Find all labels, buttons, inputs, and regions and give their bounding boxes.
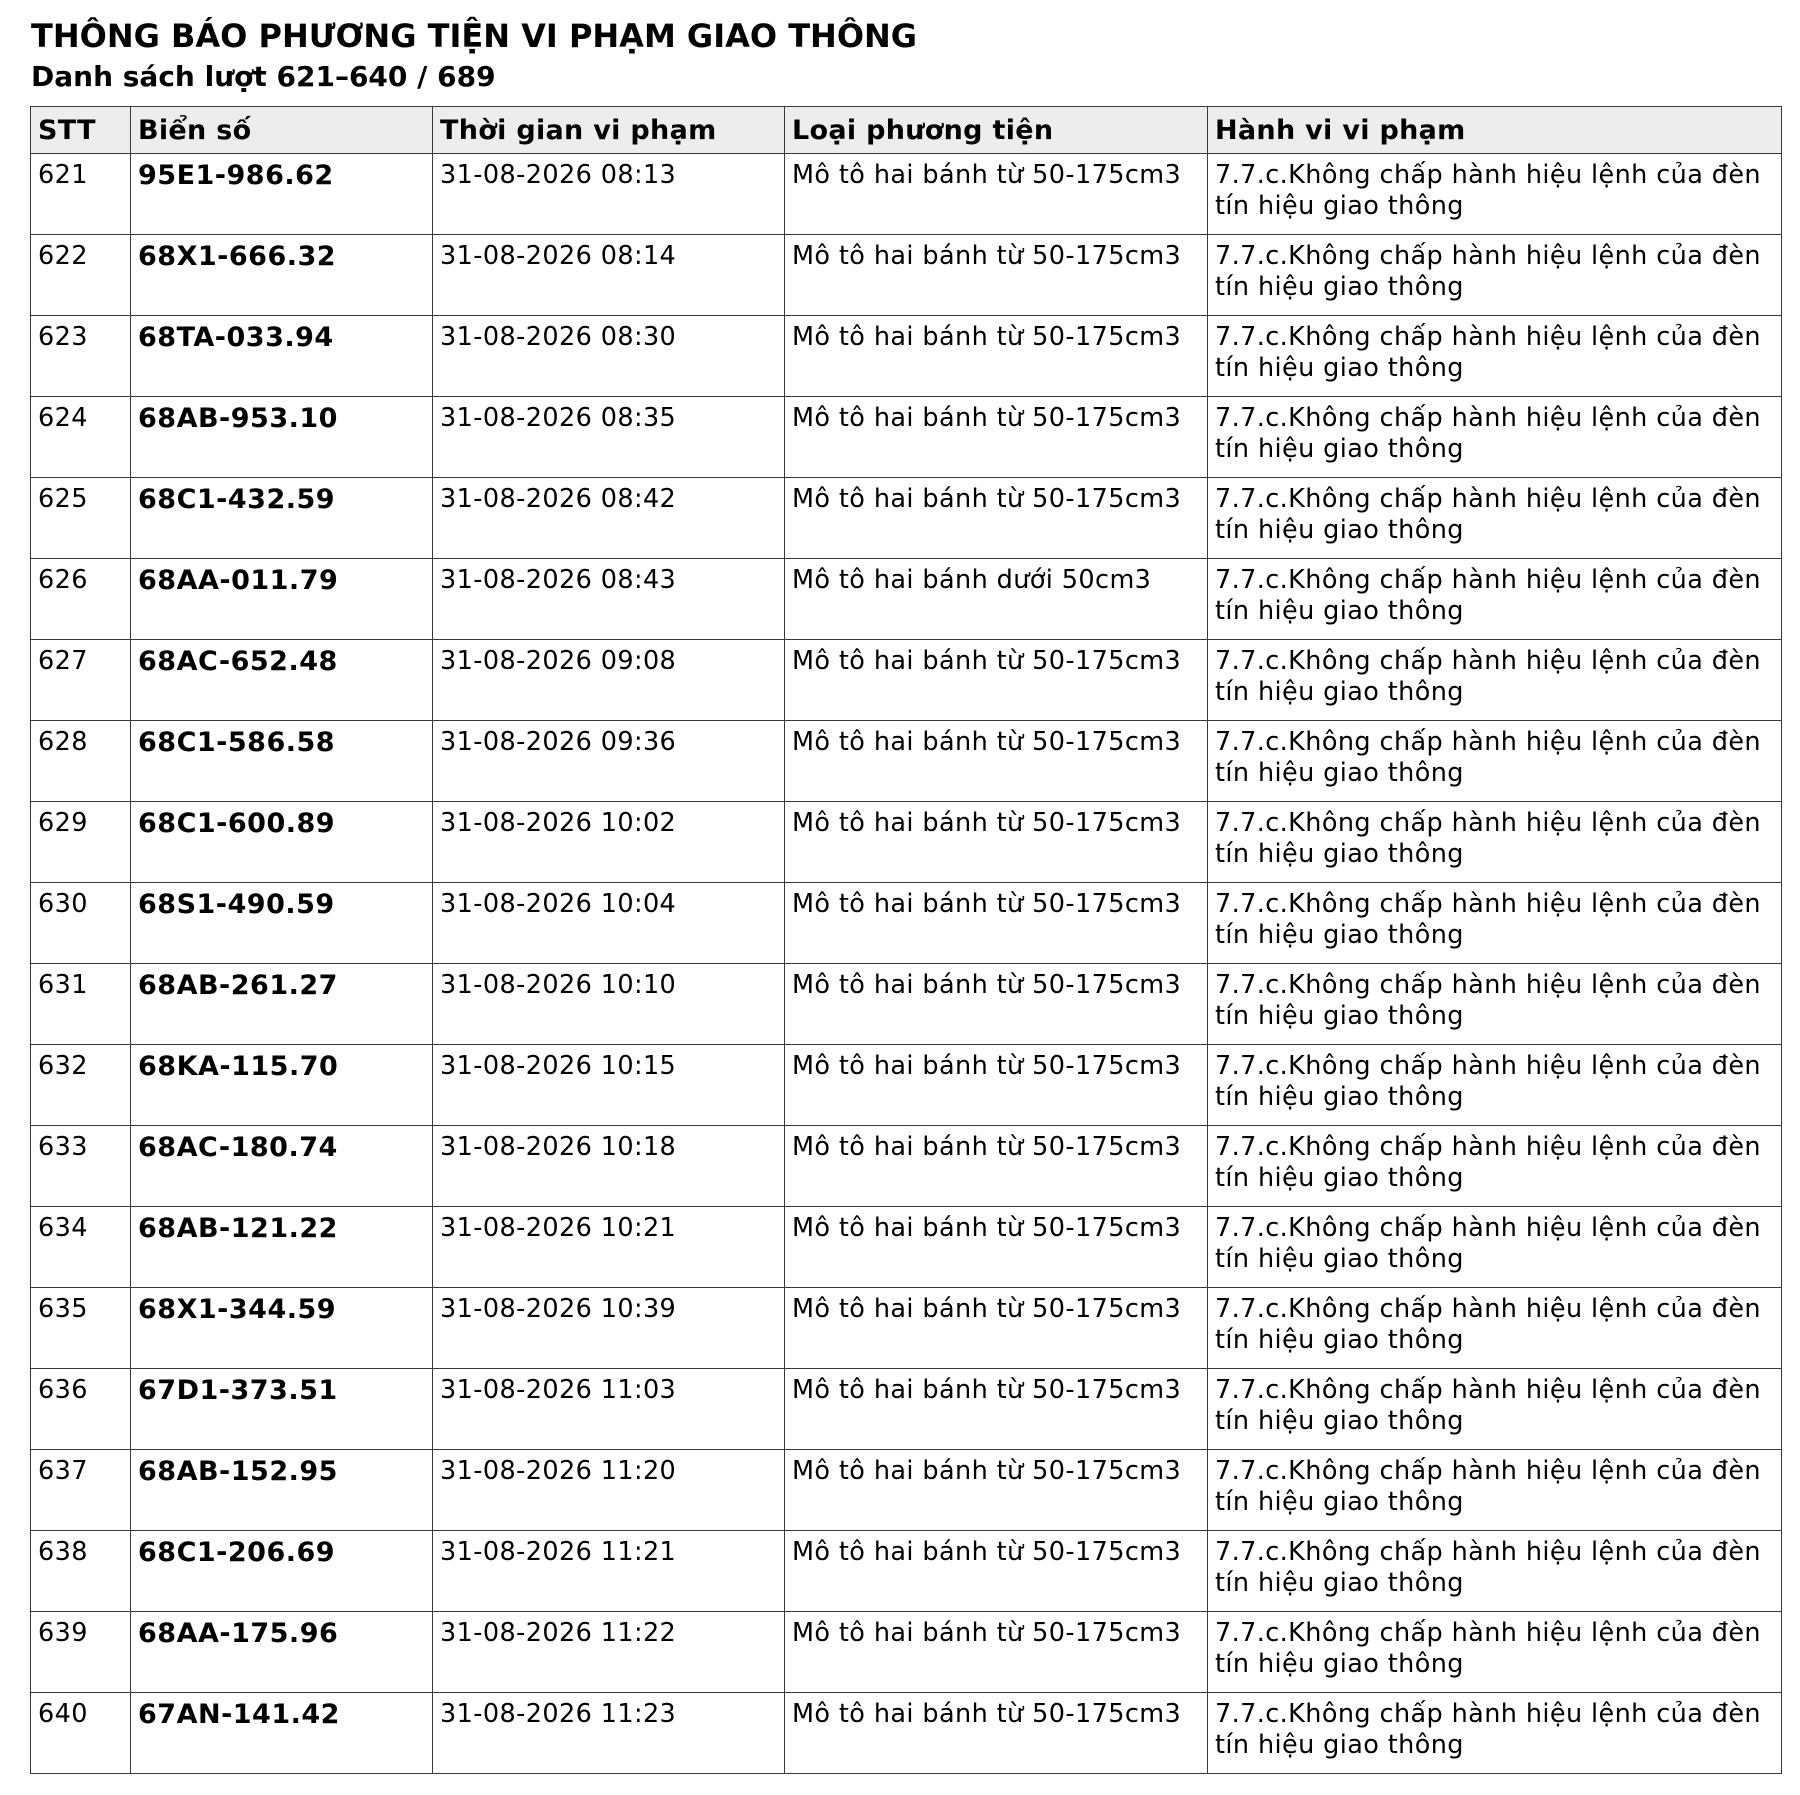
header-time: Thời gian vi phạm xyxy=(433,107,785,154)
cell-violation: 7.7.c.Không chấp hành hiệu lệnh của đèn tín hiệu giao thông xyxy=(1208,1612,1782,1693)
cell-vehicle-type: Mô tô hai bánh từ 50-175cm3 xyxy=(785,478,1208,559)
table-row xyxy=(31,883,1782,964)
cell-plate: 68X1-666.32 xyxy=(131,235,433,316)
cell-time: 31-08-2026 08:30 xyxy=(433,316,785,397)
cell-time: 31-08-2026 10:21 xyxy=(433,1207,785,1288)
cell-plate: 68AB-121.22 xyxy=(131,1207,433,1288)
cell-time: 31-08-2026 10:02 xyxy=(433,802,785,883)
table-row xyxy=(31,1045,1782,1126)
cell-plate: 68AB-152.95 xyxy=(131,1450,433,1531)
cell-violation: 7.7.c.Không chấp hành hiệu lệnh của đèn tín hiệu giao thông xyxy=(1208,721,1782,802)
cell-stt: 632 xyxy=(31,1045,131,1126)
table-row xyxy=(31,316,1782,397)
cell-time: 31-08-2026 08:42 xyxy=(433,478,785,559)
cell-vehicle-type: Mô tô hai bánh từ 50-175cm3 xyxy=(785,883,1208,964)
cell-plate: 68C1-600.89 xyxy=(131,802,433,883)
cell-stt: 640 xyxy=(31,1693,131,1774)
cell-plate: 68AB-953.10 xyxy=(131,397,433,478)
cell-stt: 629 xyxy=(31,802,131,883)
cell-stt: 621 xyxy=(31,154,131,235)
cell-time: 31-08-2026 11:21 xyxy=(433,1531,785,1612)
cell-vehicle-type: Mô tô hai bánh từ 50-175cm3 xyxy=(785,1045,1208,1126)
cell-stt: 639 xyxy=(31,1612,131,1693)
cell-violation: 7.7.c.Không chấp hành hiệu lệnh của đèn tín hiệu giao thông xyxy=(1208,478,1782,559)
cell-violation: 7.7.c.Không chấp hành hiệu lệnh của đèn tín hiệu giao thông xyxy=(1208,1045,1782,1126)
cell-plate: 67AN-141.42 xyxy=(131,1693,433,1774)
cell-stt: 623 xyxy=(31,316,131,397)
cell-violation: 7.7.c.Không chấp hành hiệu lệnh của đèn tín hiệu giao thông xyxy=(1208,235,1782,316)
cell-time: 31-08-2026 08:13 xyxy=(433,154,785,235)
table-row xyxy=(31,640,1782,721)
table-row xyxy=(31,397,1782,478)
table-row xyxy=(31,154,1782,235)
cell-vehicle-type: Mô tô hai bánh từ 50-175cm3 xyxy=(785,1369,1208,1450)
cell-violation: 7.7.c.Không chấp hành hiệu lệnh của đèn tín hiệu giao thông xyxy=(1208,883,1782,964)
cell-violation: 7.7.c.Không chấp hành hiệu lệnh của đèn tín hiệu giao thông xyxy=(1208,316,1782,397)
document-subtitle: Danh sách lượt 621–640 / 689 xyxy=(31,60,496,93)
table-row xyxy=(31,478,1782,559)
cell-violation: 7.7.c.Không chấp hành hiệu lệnh của đèn tín hiệu giao thông xyxy=(1208,964,1782,1045)
cell-time: 31-08-2026 10:39 xyxy=(433,1288,785,1369)
cell-time: 31-08-2026 11:03 xyxy=(433,1369,785,1450)
cell-violation: 7.7.c.Không chấp hành hiệu lệnh của đèn tín hiệu giao thông xyxy=(1208,1693,1782,1774)
cell-stt: 627 xyxy=(31,640,131,721)
cell-violation: 7.7.c.Không chấp hành hiệu lệnh của đèn tín hiệu giao thông xyxy=(1208,1126,1782,1207)
cell-stt: 635 xyxy=(31,1288,131,1369)
header-violation: Hành vi vi phạm xyxy=(1208,107,1782,154)
table-row xyxy=(31,1531,1782,1612)
cell-violation: 7.7.c.Không chấp hành hiệu lệnh của đèn tín hiệu giao thông xyxy=(1208,154,1782,235)
document-title: THÔNG BÁO PHƯƠNG TIỆN VI PHẠM GIAO THÔNG xyxy=(31,17,918,55)
cell-time: 31-08-2026 10:04 xyxy=(433,883,785,964)
cell-vehicle-type: Mô tô hai bánh từ 50-175cm3 xyxy=(785,1693,1208,1774)
cell-violation: 7.7.c.Không chấp hành hiệu lệnh của đèn tín hiệu giao thông xyxy=(1208,1450,1782,1531)
cell-time: 31-08-2026 10:18 xyxy=(433,1126,785,1207)
cell-time: 31-08-2026 08:35 xyxy=(433,397,785,478)
table-row xyxy=(31,802,1782,883)
cell-plate: 68AA-175.96 xyxy=(131,1612,433,1693)
table-row xyxy=(31,1126,1782,1207)
cell-plate: 68TA-033.94 xyxy=(131,316,433,397)
cell-stt: 634 xyxy=(31,1207,131,1288)
cell-stt: 626 xyxy=(31,559,131,640)
cell-time: 31-08-2026 10:10 xyxy=(433,964,785,1045)
cell-vehicle-type: Mô tô hai bánh dưới 50cm3 xyxy=(785,559,1208,640)
cell-plate: 68AC-652.48 xyxy=(131,640,433,721)
cell-violation: 7.7.c.Không chấp hành hiệu lệnh của đèn tín hiệu giao thông xyxy=(1208,1531,1782,1612)
cell-time: 31-08-2026 10:15 xyxy=(433,1045,785,1126)
cell-stt: 630 xyxy=(31,883,131,964)
cell-stt: 633 xyxy=(31,1126,131,1207)
table-row xyxy=(31,1288,1782,1369)
table-row xyxy=(31,1693,1782,1774)
cell-vehicle-type: Mô tô hai bánh từ 50-175cm3 xyxy=(785,802,1208,883)
cell-plate: 68X1-344.59 xyxy=(131,1288,433,1369)
cell-vehicle-type: Mô tô hai bánh từ 50-175cm3 xyxy=(785,1288,1208,1369)
cell-plate: 68KA-115.70 xyxy=(131,1045,433,1126)
cell-plate: 68AC-180.74 xyxy=(131,1126,433,1207)
cell-vehicle-type: Mô tô hai bánh từ 50-175cm3 xyxy=(785,1531,1208,1612)
cell-plate: 68S1-490.59 xyxy=(131,883,433,964)
cell-stt: 625 xyxy=(31,478,131,559)
cell-violation: 7.7.c.Không chấp hành hiệu lệnh của đèn tín hiệu giao thông xyxy=(1208,802,1782,883)
cell-time: 31-08-2026 08:43 xyxy=(433,559,785,640)
table-row xyxy=(31,1369,1782,1450)
cell-stt: 624 xyxy=(31,397,131,478)
cell-stt: 628 xyxy=(31,721,131,802)
cell-vehicle-type: Mô tô hai bánh từ 50-175cm3 xyxy=(785,1450,1208,1531)
violations-table xyxy=(30,106,1782,1774)
table-row xyxy=(31,1207,1782,1288)
cell-vehicle-type: Mô tô hai bánh từ 50-175cm3 xyxy=(785,721,1208,802)
cell-plate: 68C1-206.69 xyxy=(131,1531,433,1612)
cell-time: 31-08-2026 11:23 xyxy=(433,1693,785,1774)
cell-stt: 636 xyxy=(31,1369,131,1450)
cell-plate: 68AB-261.27 xyxy=(131,964,433,1045)
cell-time: 31-08-2026 09:36 xyxy=(433,721,785,802)
cell-stt: 631 xyxy=(31,964,131,1045)
cell-plate: 95E1-986.62 xyxy=(131,154,433,235)
cell-vehicle-type: Mô tô hai bánh từ 50-175cm3 xyxy=(785,316,1208,397)
table-row xyxy=(31,1450,1782,1531)
table-row xyxy=(31,559,1782,640)
header-plate: Biển số xyxy=(131,107,433,154)
cell-plate: 68C1-586.58 xyxy=(131,721,433,802)
cell-stt: 638 xyxy=(31,1531,131,1612)
cell-vehicle-type: Mô tô hai bánh từ 50-175cm3 xyxy=(785,1207,1208,1288)
cell-violation: 7.7.c.Không chấp hành hiệu lệnh của đèn tín hiệu giao thông xyxy=(1208,559,1782,640)
cell-vehicle-type: Mô tô hai bánh từ 50-175cm3 xyxy=(785,397,1208,478)
header-stt: STT xyxy=(31,107,131,154)
cell-stt: 622 xyxy=(31,235,131,316)
cell-vehicle-type: Mô tô hai bánh từ 50-175cm3 xyxy=(785,640,1208,721)
table-row xyxy=(31,721,1782,802)
cell-vehicle-type: Mô tô hai bánh từ 50-175cm3 xyxy=(785,1612,1208,1693)
cell-violation: 7.7.c.Không chấp hành hiệu lệnh của đèn tín hiệu giao thông xyxy=(1208,1288,1782,1369)
cell-violation: 7.7.c.Không chấp hành hiệu lệnh của đèn tín hiệu giao thông xyxy=(1208,1369,1782,1450)
cell-time: 31-08-2026 11:20 xyxy=(433,1450,785,1531)
cell-plate: 68C1-432.59 xyxy=(131,478,433,559)
cell-stt: 637 xyxy=(31,1450,131,1531)
table-row xyxy=(31,964,1782,1045)
cell-vehicle-type: Mô tô hai bánh từ 50-175cm3 xyxy=(785,964,1208,1045)
table-body xyxy=(31,154,1782,1774)
cell-violation: 7.7.c.Không chấp hành hiệu lệnh của đèn tín hiệu giao thông xyxy=(1208,397,1782,478)
cell-time: 31-08-2026 11:22 xyxy=(433,1612,785,1693)
header-vehicle-type: Loại phương tiện xyxy=(785,107,1208,154)
header-row xyxy=(31,107,1782,154)
cell-vehicle-type: Mô tô hai bánh từ 50-175cm3 xyxy=(785,235,1208,316)
table-header xyxy=(31,107,1782,154)
cell-time: 31-08-2026 09:08 xyxy=(433,640,785,721)
cell-vehicle-type: Mô tô hai bánh từ 50-175cm3 xyxy=(785,1126,1208,1207)
table-row xyxy=(31,1612,1782,1693)
cell-time: 31-08-2026 08:14 xyxy=(433,235,785,316)
table-row xyxy=(31,235,1782,316)
cell-violation: 7.7.c.Không chấp hành hiệu lệnh của đèn tín hiệu giao thông xyxy=(1208,1207,1782,1288)
cell-plate: 67D1-373.51 xyxy=(131,1369,433,1450)
cell-plate: 68AA-011.79 xyxy=(131,559,433,640)
cell-vehicle-type: Mô tô hai bánh từ 50-175cm3 xyxy=(785,154,1208,235)
cell-violation: 7.7.c.Không chấp hành hiệu lệnh của đèn tín hiệu giao thông xyxy=(1208,640,1782,721)
